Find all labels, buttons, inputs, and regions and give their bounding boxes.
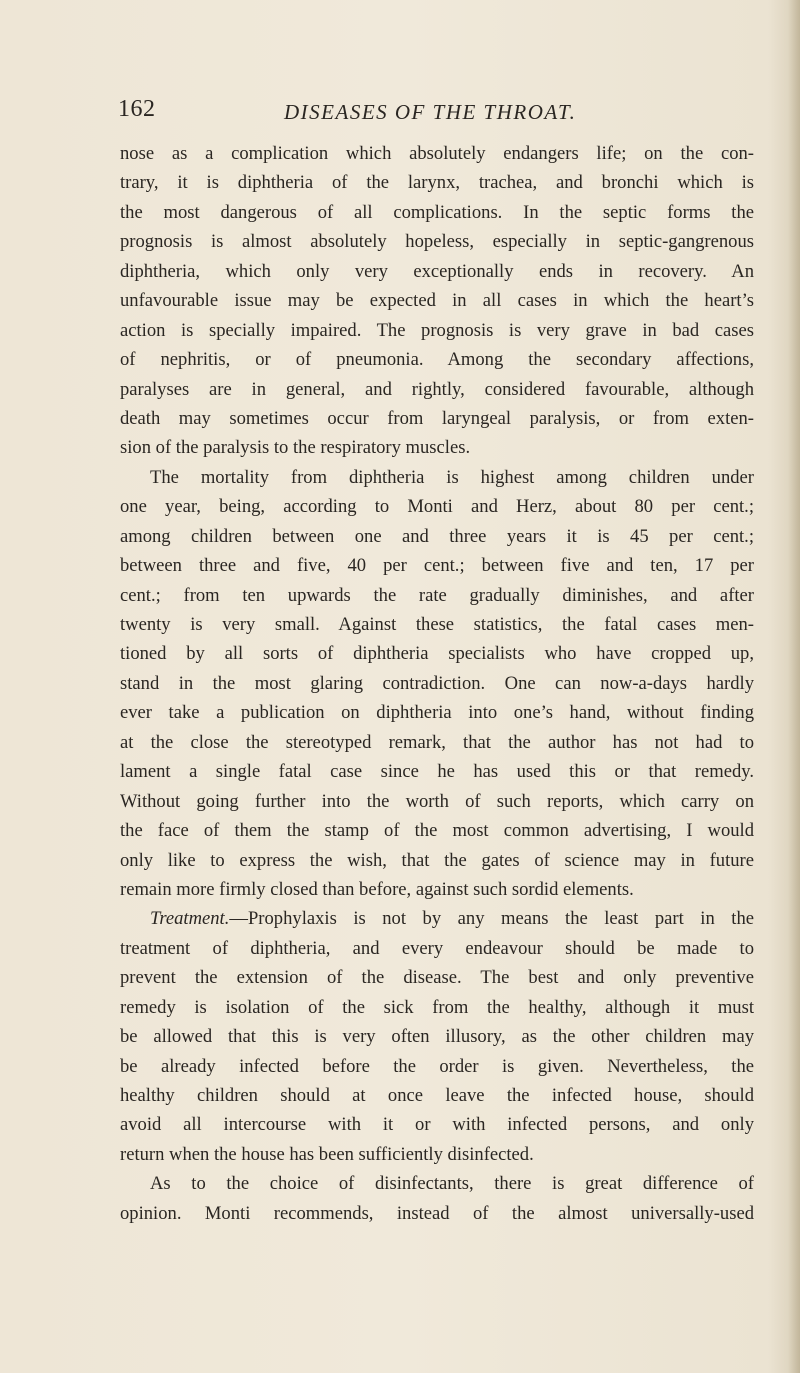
paragraph-end-line: return when the house has been sufficiently disinfected. [120, 1143, 534, 1165]
text-line: trary, it is diphtheria of the larynx, trachea, and bronchi which is [120, 172, 754, 194]
text-line: tioned by all sorts of diphtheria specialists who have cropped up, [120, 643, 754, 665]
text-line: stand in the most glaring contradiction. One can now-a-days hardly [120, 672, 754, 694]
page-edge-shadow [788, 0, 800, 1373]
text-line: opinion. Monti recommends, instead of the almost universally-used [120, 1202, 754, 1224]
text-line: prevent the extension of the disease. The best and only preventive [120, 967, 754, 989]
page-header [118, 96, 758, 128]
treatment-paragraph-start-line [120, 904, 754, 933]
text-line: be already infected before the order is given. Nevertheless, the [120, 1055, 754, 1077]
text-line: Without going further into the worth of such reports, which carry on [120, 790, 754, 812]
text-line: paralyses are in general, and rightly, considered favourable, although [120, 378, 754, 400]
text-line: avoid all intercourse with it or with infected persons, and only [120, 1114, 754, 1136]
text-line: at the close the stereotyped remark, that the author has not had to [120, 731, 754, 753]
text-line: remedy is isolation of the sick from the healthy, although it must [120, 996, 754, 1018]
text-line: cent.; from ten upwards the rate gradually diminishes, and after [120, 584, 754, 606]
paragraph-start-line: As to the choice of disinfectants, there is great difference of [150, 1173, 754, 1195]
text-line: diphtheria, which only very exceptionally ends in recovery. An [120, 260, 754, 282]
treatment-heading: Treatment. [150, 908, 230, 930]
body-text [120, 139, 754, 1228]
text-line: the most dangerous of all complications. In the septic forms the [120, 201, 754, 223]
treatment-line-text: —Prophylaxis is not by any means the least part in the [229, 908, 754, 930]
text-line: between three and five, 40 per cent.; between five and ten, 17 per [120, 555, 754, 577]
running-title: DISEASES OF THE THROAT. [284, 100, 577, 124]
text-line: among children between one and three years it is 45 per cent.; [120, 525, 754, 547]
page-number: 162 [118, 96, 156, 122]
text-line: ever take a publication on diphtheria into one’s hand, without finding [120, 702, 754, 724]
text-line: one year, being, according to Monti and Herz, about 80 per cent.; [120, 496, 754, 518]
text-line: the face of them the stamp of the most common advertising, I would [120, 820, 754, 842]
text-line: healthy children should at once leave the infected house, should [120, 1085, 754, 1106]
text-line: twenty is very small. Against these statistics, the fatal cases men- [120, 614, 754, 635]
text-line: action is specially impaired. The prognosis is very grave in bad cases [120, 319, 754, 341]
text-line: lament a single fatal case since he has used this or that remedy. [120, 761, 754, 783]
paragraph-end-line: remain more firmly closed than before, against such sordid elements. [120, 878, 634, 900]
text-line: prognosis is almost absolutely hopeless, especially in septic-gangrenous [120, 231, 754, 253]
text-line: of nephritis, or of pneumonia. Among the secondary affections, [120, 349, 754, 371]
paragraph-end-line: sion of the paralysis to the respiratory muscles. [120, 437, 471, 459]
text-line: death may sometimes occur from laryngeal paralysis, or from exten- [120, 407, 754, 429]
text-line: be allowed that this is very often illusory, as the other children may [120, 1026, 754, 1048]
text-line: nose as a complication which absolutely endangers life; on the con- [120, 143, 754, 164]
text-line: only like to express the wish, that the gates of science may in future [120, 849, 754, 871]
text-line: unfavourable issue may be expected in all cases in which the heart’s [120, 290, 754, 312]
paragraph-start-line: The mortality from diphtheria is highest among children under [150, 466, 754, 488]
text-line: treatment of diphtheria, and every endeavour should be made to [120, 937, 754, 959]
